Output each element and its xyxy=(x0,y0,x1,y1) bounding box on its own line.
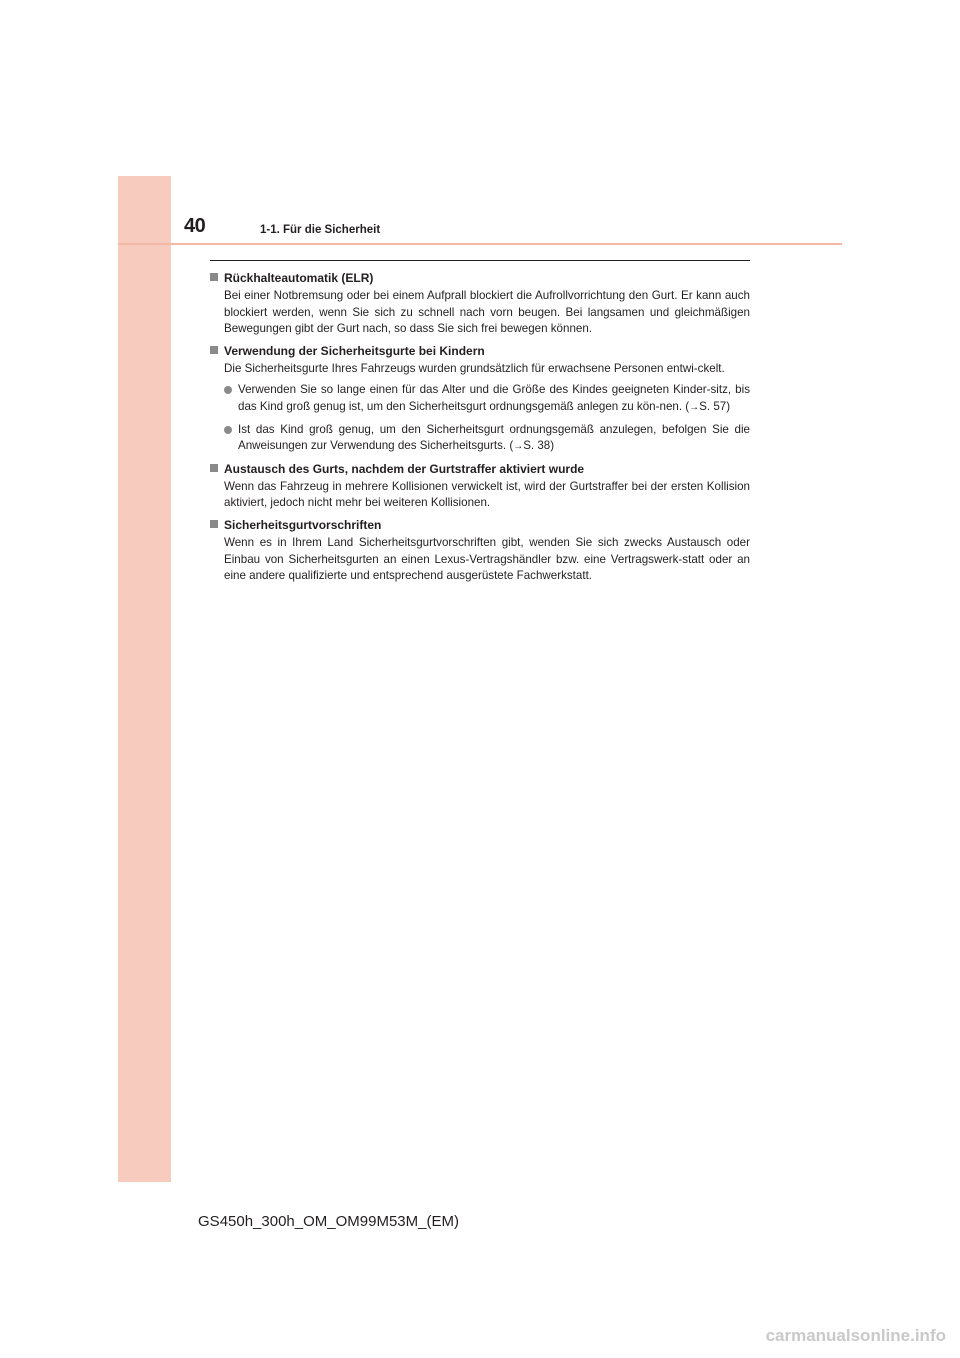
section-children xyxy=(210,342,750,456)
section-regulations xyxy=(210,516,750,585)
square-bullet-icon xyxy=(210,520,218,528)
section-heading xyxy=(210,342,750,360)
side-color-band xyxy=(118,176,171,1182)
section-heading xyxy=(210,269,750,287)
circle-bullet-icon xyxy=(224,386,232,394)
page-number: 40 xyxy=(184,215,206,237)
section-heading-text: Austausch des Gurts, nachdem der Gurtstraffer aktiviert wurde xyxy=(224,461,585,476)
page-reference-link[interactable]: S. 57) xyxy=(699,399,731,413)
section-elr xyxy=(210,269,750,338)
arrow-right-icon: → xyxy=(513,441,524,453)
section-pretensioner xyxy=(210,460,750,512)
header-rule xyxy=(118,243,842,245)
section-body: Wenn es in Ihrem Land Sicherheitsgurtvorschriften gibt, wenden Sie sich zwecks Austausch oder Einbau von Sicherheitsgurten an einen Lexus-Vertragshändler bzw. eine Vertragswerk-statt oder an eine andere qualifizierte und entsprechend ausgerüstete Fachwerkstatt. xyxy=(224,535,750,583)
bullet-text: Verwenden Sie so lange einen für das Alter und die Größe des Kindes geeigneten Kinder-sitz, bis das Kind groß genug ist, um den Sicherheitsgurt ordnungsgemäß anlegen zu kön-nen. ( xyxy=(238,383,750,413)
arrow-right-icon: → xyxy=(689,401,700,413)
section-heading-text: Sicherheitsgurtvorschriften xyxy=(224,517,382,532)
section-body: Wenn das Fahrzeug in mehrere Kollisionen verwickelt ist, wird der Gurtstraffer bei der ersten Kollision aktiviert, jedoch nicht mehr bei weiteren Kollisionen. xyxy=(224,479,750,510)
section-heading-text: Verwendung der Sicherheitsgurte bei Kindern xyxy=(224,343,485,358)
footer-document-code: GS450h_300h_OM_OM99M53M_(EM) xyxy=(198,1213,459,1230)
bullet-text: Ist das Kind groß genug, um den Sicherheitsgurt ordnungsgemäß anzulegen, befolgen Sie die Anweisungen zur Verwendung des Sicherheitsgurts. ( xyxy=(238,422,750,453)
watermark: carmanualsonline.info xyxy=(765,1326,946,1345)
section-body: Die Sicherheitsgurte Ihres Fahrzeugs wurden grundsätzlich für erwachsene Personen entwi-ckelt. xyxy=(224,361,725,375)
section-title: 1-1. Für die Sicherheit xyxy=(260,224,381,236)
section-heading xyxy=(210,516,750,534)
section-heading xyxy=(210,460,750,478)
list-item xyxy=(224,422,750,456)
square-bullet-icon xyxy=(210,346,218,354)
list-item xyxy=(224,382,750,416)
square-bullet-icon xyxy=(210,273,218,281)
circle-bullet-icon xyxy=(224,426,232,434)
page-reference-link[interactable]: S. 38) xyxy=(523,439,555,453)
section-heading-text: Rückhalteautomatik (ELR) xyxy=(224,271,374,285)
page-content xyxy=(210,260,750,589)
square-bullet-icon xyxy=(210,464,218,472)
section-body: Bei einer Notbremsung oder bei einem Aufprall blockiert die Aufrollvorrichtung den Gurt. Er kann auch blockiert werden, wenn Sie sich zu schnell nach vorn beugen. Bei langsamen und gleichmäßigen Bewegungen gibt der Gurt nach, so dass Sie sich frei bewegen können. xyxy=(224,289,750,336)
